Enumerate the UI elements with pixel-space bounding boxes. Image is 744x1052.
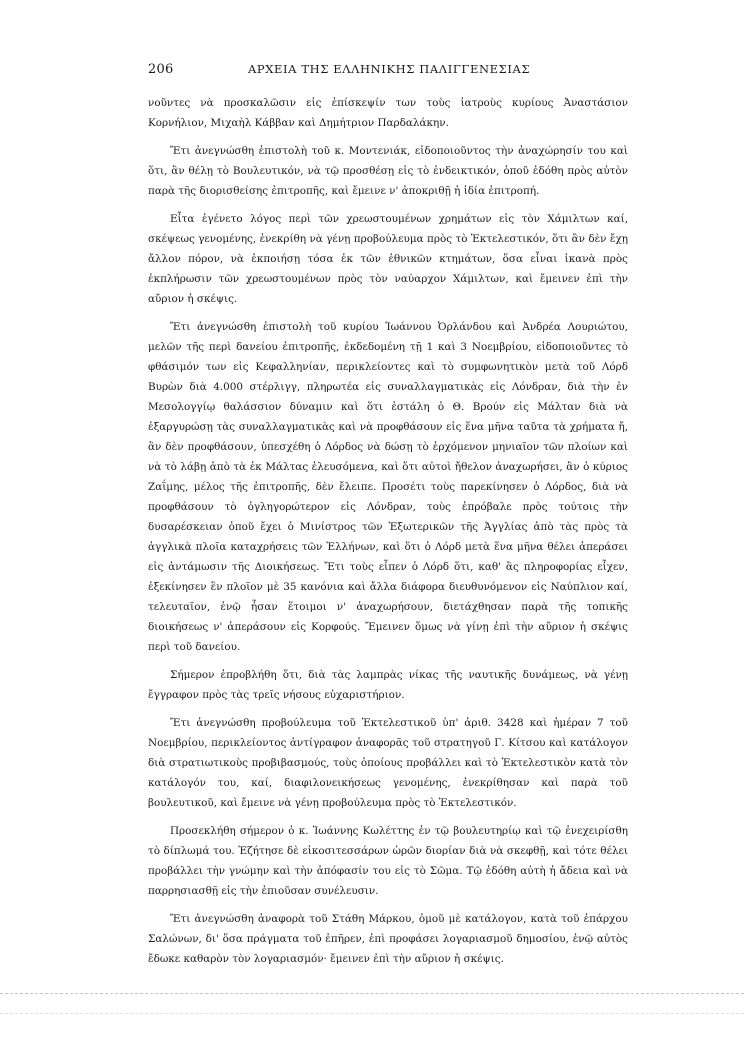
paragraph: Προσεκλήθη σήμερον ὁ κ. Ἰωάννης Κωλέττης ἐν τῷ βουλευτηρίῳ καὶ τῷ ἐνεχειρίσθη τὸ δίπλωμά του. Ἐζήτησε δὲ εἰκοσιτεσσάρων ὡρῶν διορίαν διὰ νὰ σκεφθῇ, καὶ τότε θέλει προβάλλει τὴν γνώμην καὶ τὴν ἀπόφασίν του εἰς τὸ Σῶμα. Τῷ ἐδόθη αὐτὴ ἡ ἄδεια καὶ νὰ παρρησιασθῇ εἰς τὴν ἐπιοῦσαν συνέλευσιν.: [148, 825, 628, 897]
paragraph: Εἶτα ἐγένετο λόγος περὶ τῶν χρεωστουμένων χρημάτων εἰς τὸν Χάμιλτων καί, σκέψεως γενομένης, ἐνεκρίθη νὰ γένῃ προβούλευμα πρὸς τὸ Ἐκτελεστικόν, ὅτι ἂν δὲν ἔχῃ ἄλλον πόρον, νὰ ἐκποιήσῃ τόσα ἐκ τῶν ἐθνικῶν κτημάτων, ὅσα εἶναι ἱκανὰ πρὸς ἐκπλήρωσιν τῶν χρεωστουμένων πρὸς τὸν ναύαρχον Χάμιλτων, καὶ ἔμεινεν ἐπὶ τὴν αὔριον ἡ σκέψις.: [148, 213, 628, 305]
body-text: [148, 93, 628, 977]
page-number: 206: [148, 62, 174, 77]
scan-edge-line: [0, 1013, 744, 1014]
paragraph: Ἔτι ἀνεγνώσθη ἐπιστολὴ τοῦ κυρίου Ἰωάννου Ὀρλάνδου καὶ Ἀνδρέα Λουριώτου, μελῶν τῆς περὶ δανείου ἐπιτροπῆς, ἐκδεδομένη τῇ 1 καὶ 3 Νοεμβρίου, εἰδοποιοῦντες τὸ φθάσιμόν των εἰς Κεφαλληνίαν, περικλείοντες καὶ τὸ συμφωνητικὸν μετὰ τοῦ Λόρδ Βυρὼν διὰ 4.000 στέρλιγγ, πληρωτέα εἰς συναλλαγματικὰς εἰς Λόνδραν, διὰ τὴν ἐν Μεσολογγίῳ θαλάσσιον δύναμιν καὶ ὅτι ἐστάλη ὁ Θ. Βρούν εἰς Μάλταν διὰ νὰ ἐξαργυρώσῃ τὰς συναλλαγματικὰς καὶ νὰ προφθάσουν εἰς ἕνα μῆνα ταῦτα τὰ χρήματα ἤ, ἂν δὲν προφθάσουν, ὑπεσχέθη ὁ Λόρδος νὰ δώσῃ τὸ ἐρχόμενον μηνιαῖον τῶν πλοίων καὶ νὰ τὸ λάβῃ ἀπὸ τὰ ἐκ Μάλτας ἐλευσόμενα, καὶ ὅτι αὐτοὶ ἤθελον ἀναχωρήσει, ἂν ὁ κύριος Ζαΐμης, μέλος τῆς ἐπιτροπῆς, δὲν ἔλειπε. Προσέτι τοὺς παρεκίνησεν ὁ Λόρδος, διὰ νὰ προφθάσουν τὸ ὀγληγορώτερον εἰς Λόνδραν, τοὺς ἐπρόβαλε πρὸς τούτοις τὴν δυσαρέσκειαν ὁποῦ ἔχει ὁ Μινίστρος τῶν Ἐξωτερικῶν τῆς Ἀγγλίας ἀπὸ τὰς πρὸς τὰ ἀγγλικὰ πλοῖα καταχρήσεις τῶν Ἑλλήνων, καὶ ὅτι ὁ Λόρδ μετὰ ἕνα μῆνα θέλει ἀπεράσει εἰς ἀντάμωσιν τῆς Διοικήσεως. Ἔτι τοὺς εἶπεν ὁ Λόρδ ὅτι, καθ' ἃς πληροφορίας εἶχεν, ἐξεκίνησεν ἓν πλοῖον μὲ 35 κανόνια καὶ ἄλλα διάφορα διευθυνόμενον εἰς Ναύπλιον καί, τελευταῖον, ἐνῷ ἦσαν ἕτοιμοι ν' ἀναχωρήσουν, διετάχθησαν παρὰ τῆς τοπικῆς διοικήσεως ν' ἀπεράσουν εἰς Κορφούς. Ἔμεινεν ὅμως νὰ γίνῃ ἐπὶ τὴν αὔριον ἡ σκέψις περὶ τοῦ δανείου.: [148, 321, 628, 653]
paragraph: Σήμερον ἐπροβλήθη ὅτι, διὰ τὰς λαμπρὰς νίκας τῆς ναυτικῆς δυνάμεως, νὰ γένῃ ἔγγραφον πρὸς τὰς τρεῖς νήσους εὐχαριστήριον.: [148, 669, 628, 701]
scan-edge-line: [0, 993, 744, 994]
paragraph: Ἔτι ἀνεγνώσθη ἐπιστολὴ τοῦ κ. Μοντενιάκ, εἰδοποιοῦντος τὴν ἀναχώρησίν του καὶ ὅτι, ἂν θέλῃ τὸ Βουλευτικόν, νὰ τῷ προσθέσῃ εἰς τὸ ἐνδεικτικόν, ὁποῦ ἐδόθη πρὸς αὐτὸν παρὰ τῆς διορισθείσης ἐπιτροπῆς, καὶ ἔμεινε ν' ἀποκριθῇ ἡ ἰδία ἐπιτροπή.: [148, 145, 628, 197]
paragraph: Ἔτι ἀνεγνώσθη προβούλευμα τοῦ Ἐκτελεστικοῦ ὑπ' ἀριθ. 3428 καὶ ἡμέραν 7 τοῦ Νοεμβρίου, περικλείοντος ἀντίγραφον ἀναφορᾶς τοῦ στρατηγοῦ Γ. Κίτσου καὶ κατάλογον διὰ στρατιωτικοὺς προβιβασμούς, τοὺς ὁποίους προβάλλει καὶ τὸ Ἐκτελεστικὸν κατὰ τὸν κατάλογόν του, καί, διαφιλονεικήσεως γενομένης, ἐνεκρίθησαν καὶ παρὰ τοῦ βουλευτικοῦ, καὶ ἔμεινε νὰ γένῃ προβούλευμα πρὸς τὸ Ἐκτελεστικόν.: [148, 717, 628, 809]
paragraph-continued: νοῦντες νὰ προσκαλῶσιν εἰς ἐπίσκεψίν των τοὺς ἰατροὺς κυρίους Ἀναστάσιον Κορνήλιον, Μιχαὴλ Κάββαν καὶ Δημήτριον Παρδαλάκην.: [148, 97, 628, 129]
paragraph: Ἔτι ἀνεγνώσθη ἀναφορὰ τοῦ Στάθη Μάρκου, ὁμοῦ μὲ κατάλογον, κατὰ τοῦ ἐπάρχου Σαλώνων, δι' ὅσα πράγματα τοῦ ἐπῆρεν, ἐπὶ προφάσει λογαριασμοῦ δημοσίου, ἐνῷ αὐτὸς ἔδωκε καθαρὸν τὸν λογαριασμόν· ἔμεινεν ἐπὶ τὴν αὔριον ἡ σκέψις.: [148, 913, 628, 965]
running-title: ΑΡΧΕΙΑ ΤΗΣ ΕΛΛΗΝΙΚΗΣ ΠΑΛΙΓΓΕΝΕΣΙΑΣ: [248, 62, 531, 76]
page-header: [148, 62, 628, 78]
